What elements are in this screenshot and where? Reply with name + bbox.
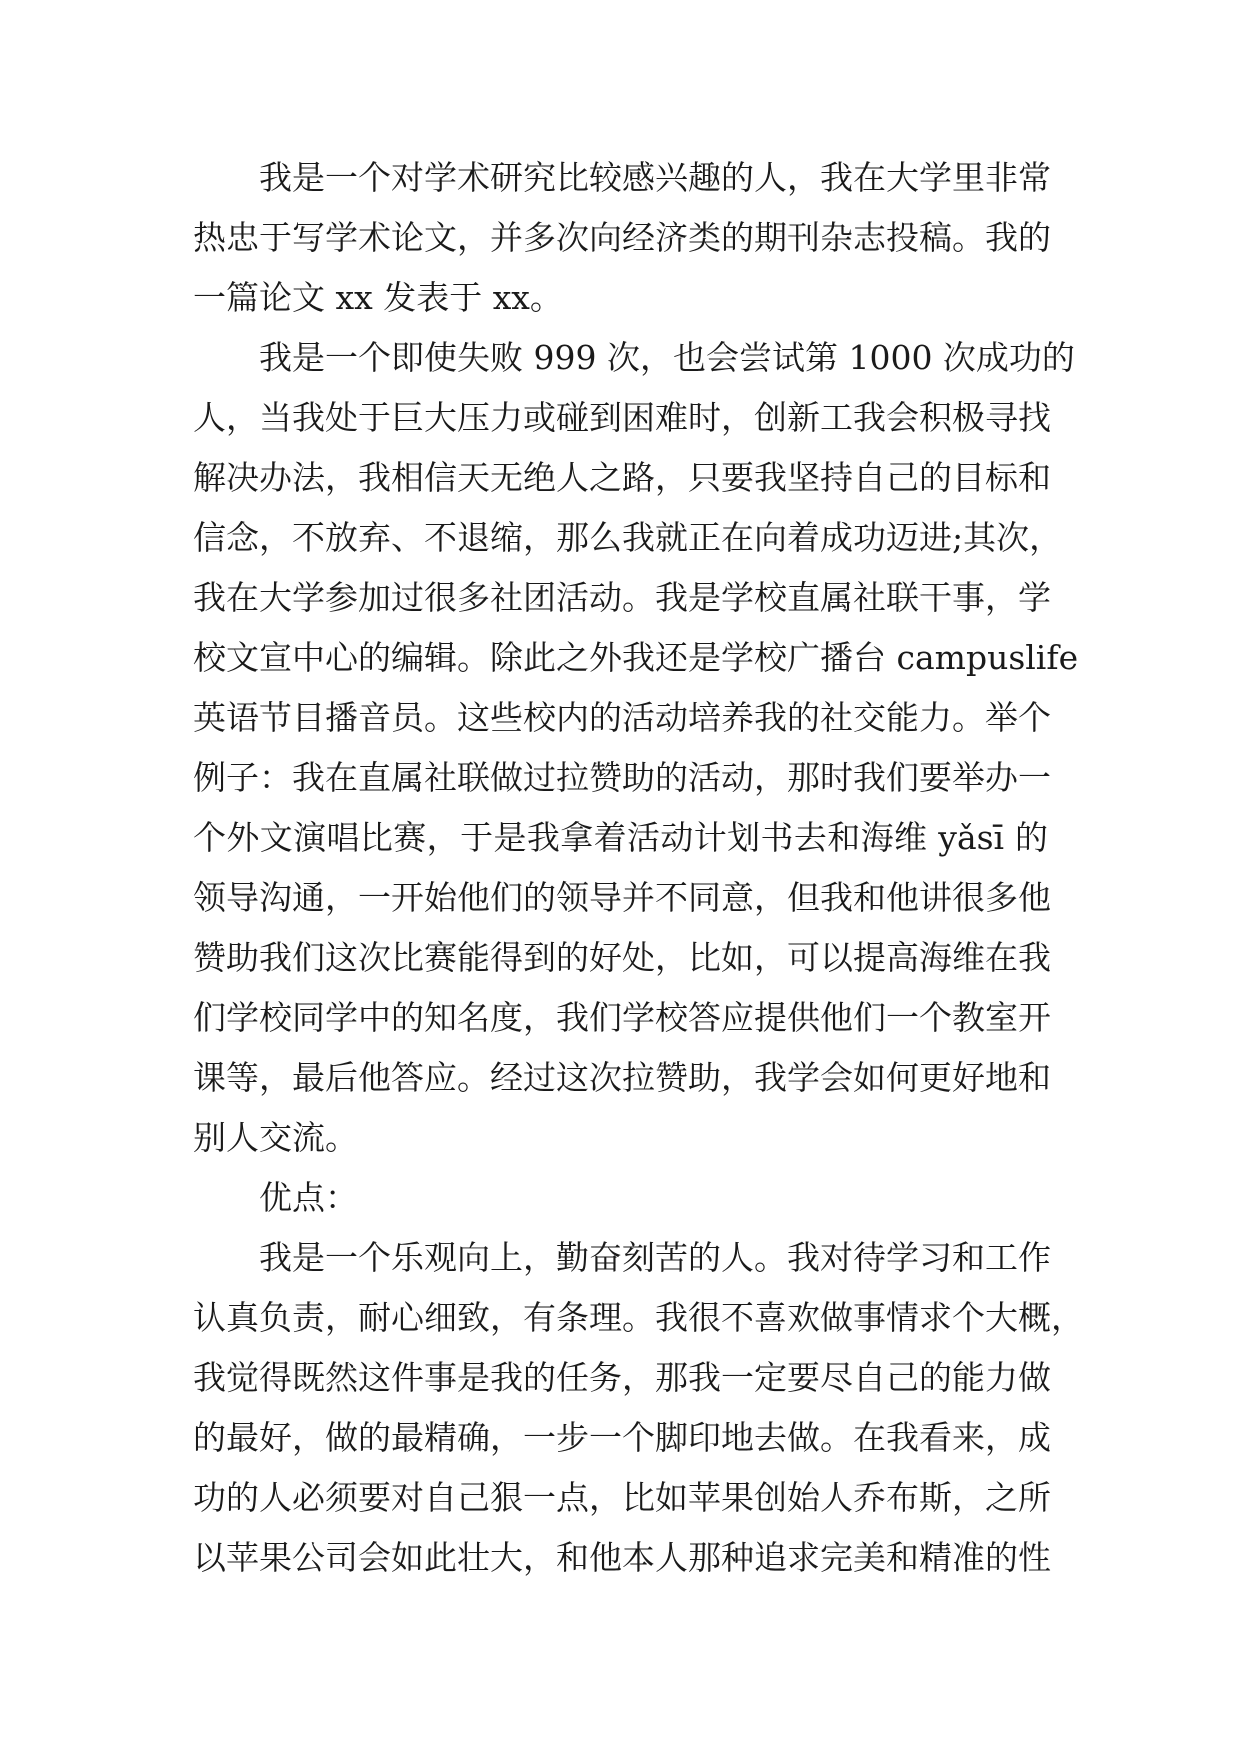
paragraph-line: 校文宣中心的编辑。除此之外我还是学校广播台 campuslife xyxy=(193,638,1079,677)
paragraph-line: 我是一个乐观向上，勤奋刻苦的人。我对待学习和工作 xyxy=(259,1238,1051,1277)
paragraph-line: 我觉得既然这件事是我的任务，那我一定要尽自己的能力做 xyxy=(193,1358,1051,1397)
paragraph-line: 的最好，做的最精确，一步一个脚印地去做。在我看来，成 xyxy=(193,1418,1051,1457)
paragraph-line: 我在大学参加过很多社团活动。我是学校直属社联干事，学 xyxy=(193,578,1051,617)
paragraph-line: 们学校同学中的知名度，我们学校答应提供他们一个教室开 xyxy=(193,998,1051,1037)
paragraph-line: 例子：我在直属社联做过拉赞助的活动，那时我们要举办一 xyxy=(193,758,1051,797)
document-page xyxy=(193,148,1084,1588)
paragraph-line: 信念，不放弃、不退缩，那么我就正在向着成功迈进;其次， xyxy=(193,518,1063,557)
paragraph-line: 一篇论文 xx 发表于 xx。 xyxy=(193,278,563,317)
paragraph-line: 热忠于写学术论文，并多次向经济类的期刊杂志投稿。我的 xyxy=(193,218,1051,257)
paragraph-line: 解决办法，我相信天无绝人之路，只要我坚持自己的目标和 xyxy=(193,458,1051,497)
paragraph-line: 赞助我们这次比赛能得到的好处，比如，可以提高海维在我 xyxy=(193,938,1051,977)
paragraph-line: 功的人必须要对自己狠一点，比如苹果创始人乔布斯，之所 xyxy=(193,1478,1051,1517)
paragraph-line: 认真负责，耐心细致，有条理。我很不喜欢做事情求个大概， xyxy=(193,1298,1084,1337)
paragraph-line: 个外文演唱比赛，于是我拿着活动计划书去和海维 yǎsī 的 xyxy=(193,818,1048,857)
paragraph-line: 人，当我处于巨大压力或碰到困难时，创新工我会积极寻找 xyxy=(193,398,1051,437)
paragraph-line: 以苹果公司会如此壮大，和他本人那种追求完美和精准的性 xyxy=(193,1538,1051,1577)
paragraph-line: 课等，最后他答应。经过这次拉赞助，我学会如何更好地和 xyxy=(193,1058,1051,1097)
paragraph-line: 我是一个即使失败 999 次，也会尝试第 1000 次成功的 xyxy=(259,338,1075,377)
section-heading: 优点： xyxy=(259,1178,358,1217)
paragraph-line: 我是一个对学术研究比较感兴趣的人，我在大学里非常 xyxy=(259,158,1051,197)
paragraph-line: 英语节目播音员。这些校内的活动培养我的社交能力。举个 xyxy=(193,698,1051,737)
paragraph-line: 别人交流。 xyxy=(193,1118,358,1157)
paragraph-line: 领导沟通，一开始他们的领导并不同意，但我和他讲很多他 xyxy=(193,878,1051,917)
